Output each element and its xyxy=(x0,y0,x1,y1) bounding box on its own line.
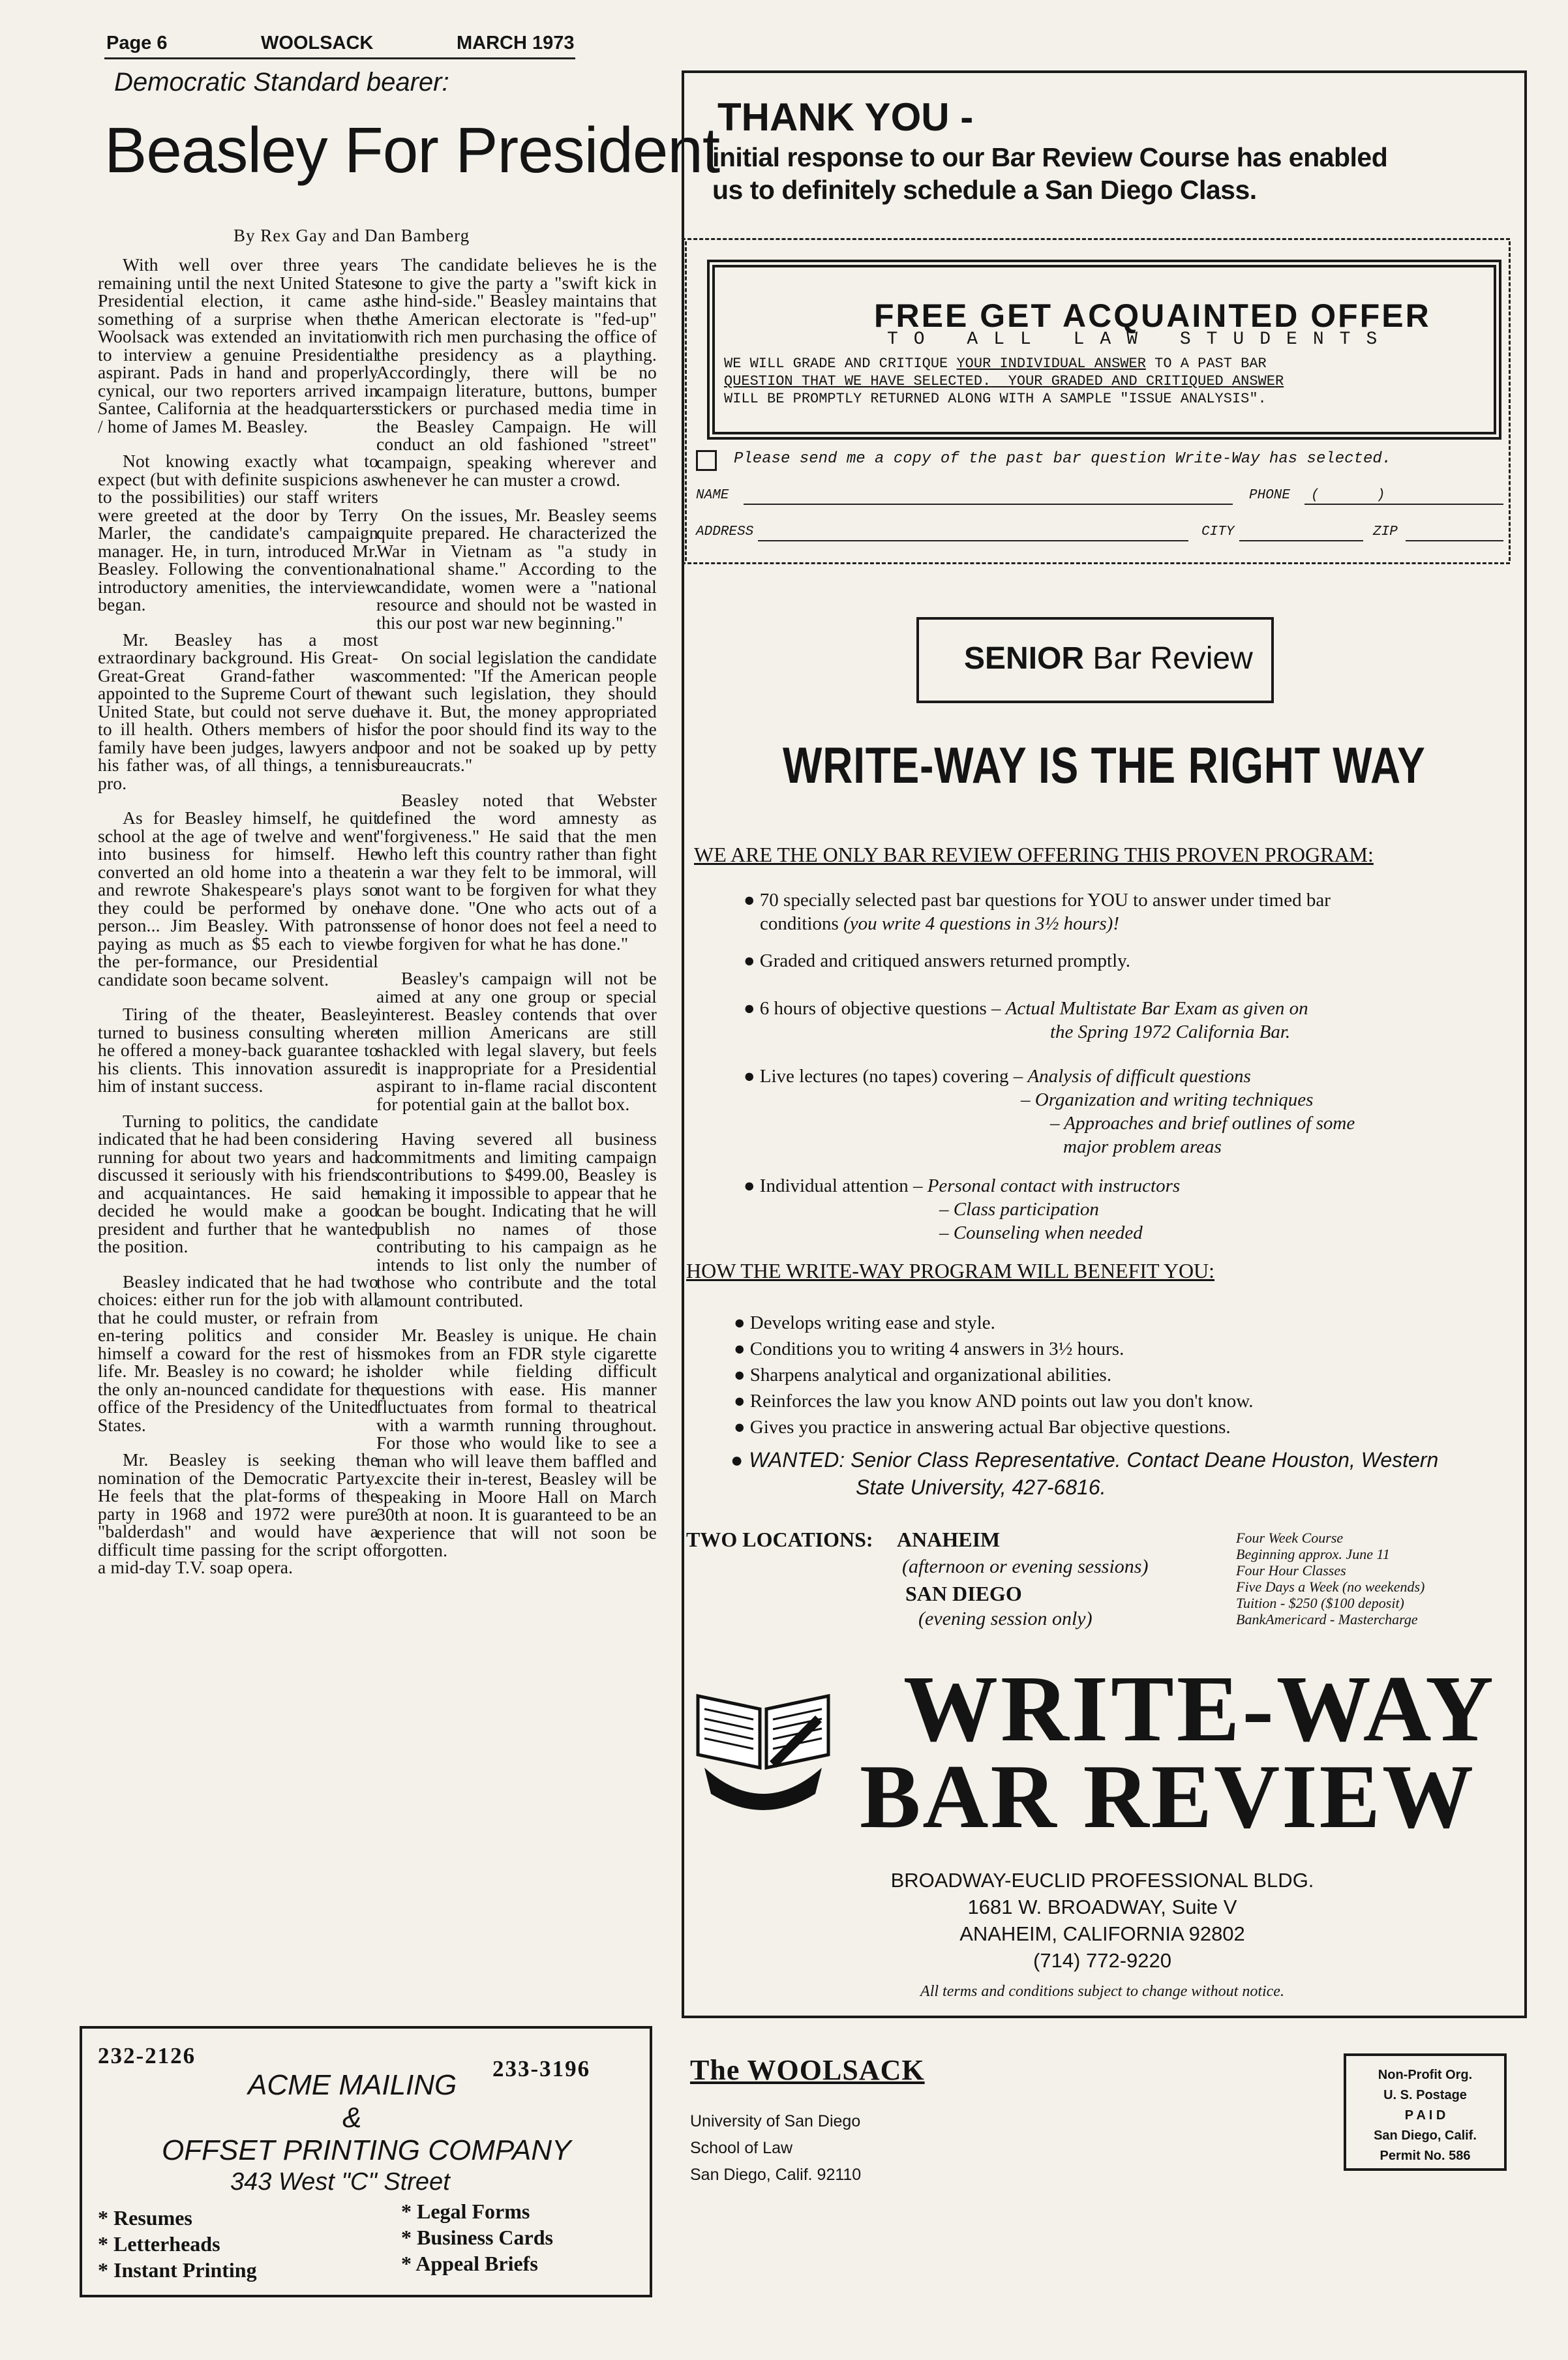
paper-name: WOOLSACK xyxy=(261,33,374,53)
postage-line: U. S. Postage xyxy=(1383,2088,1467,2102)
bullet-text: Graded and critiqued answers returned promptly. xyxy=(759,950,1131,971)
offer-subtitle: TO ALL LAW STUDENTS xyxy=(887,329,1393,350)
article-column-2 xyxy=(376,256,657,1577)
offer-ornate-frame xyxy=(707,260,1501,440)
article-byline: By Rex Gay and Dan Bamberg xyxy=(234,226,470,245)
postage-line: San Diego, Calif. xyxy=(1374,2128,1477,2143)
course-details xyxy=(1236,1530,1425,1627)
wanted-text: WANTED: Senior Class Representative. Contact Deane Houston, Western xyxy=(749,1448,1439,1472)
location-anaheim: ANAHEIM xyxy=(897,1528,1001,1551)
header-rule xyxy=(104,57,575,59)
acme-name-1: ACME MAILING xyxy=(248,2069,457,2101)
course-detail: BankAmericard - Mastercharge xyxy=(1236,1611,1418,1627)
bullet-text-italic: – Approaches and brief outlines of some xyxy=(1050,1113,1355,1134)
coupon-border-top xyxy=(682,238,1510,240)
program-bullet-1-cont xyxy=(760,912,1119,935)
mailer-line: School of Law xyxy=(690,2139,793,2157)
senior-word: SENIOR xyxy=(964,641,1085,676)
program-heading: WE ARE THE ONLY BAR REVIEW OFFERING THIS PROVEN PROGRAM: xyxy=(694,843,1374,866)
program-bullet-4: ● Live lectures (no tapes) covering – Analysis of difficult questions xyxy=(744,1066,1251,1087)
offer-line-1 xyxy=(724,356,1267,372)
bullet-text-italic: – Class participation xyxy=(939,1199,1099,1220)
address-field[interactable] xyxy=(758,540,1188,541)
program-bullet-5-cont-1 xyxy=(939,1198,1099,1221)
mailer-line: San Diego, Calif. 92110 xyxy=(690,2166,862,2184)
article-paragraph: As for Beasley himself, he quit school at the age of twelve and went into business for himself. He converted an old home into a theater and rewrote Shakespeare's plays so they could be performed by one person... Jim Beasley. With patrons paying as much as $5 each to view the per-formance, our Presidential candidate soon became solvent. xyxy=(98,808,378,990)
article-paragraph: With well over three years remaining until the next United States Presidential election, it came as something of a surprise when the Woolsack was extended an invitation to interview a genuine Presidential aspirant. Pads in hand and properly cynical, our two reporters arrived in Santee, California at the headquarters / home of James M. Beasley. xyxy=(98,254,378,436)
mailer-line: University of San Diego xyxy=(690,2112,861,2130)
acme-phone-2: 233-3196 xyxy=(492,2056,591,2081)
mailer-title: The WOOLSACK xyxy=(690,2054,925,2086)
offer-text-underlined: YOUR INDIVIDUAL ANSWER xyxy=(956,356,1146,372)
article-paragraph: The candidate believes he is the one to give the party a "swift kick in the hind-side." Beasley maintains that the American electorate is "fed-up" with rich men purchasing the office of the presidency as a plaything. Accordingly, there will be no campaign literature, buttons, bumper stickers or purchased media time in the Beasley Campaign. He will conduct an old fashioned "street" campaign, speaking wherever and whenever he can muster a crowd. xyxy=(376,254,657,490)
article-column-1 xyxy=(98,256,378,1594)
postage-indicia xyxy=(1344,2053,1507,2171)
acme-service: * Business Cards xyxy=(401,2226,553,2249)
request-checkbox[interactable] xyxy=(696,450,717,471)
acme-services-right xyxy=(401,2198,553,2277)
address-line: 1681 W. BROADWAY, Suite V xyxy=(967,1896,1237,1918)
bullet-text-italic: (you write 4 questions in 3½ hours)! xyxy=(843,913,1119,934)
phone-field[interactable] xyxy=(1304,504,1503,505)
benefit-bullet-5: ● Gives you practice in answering actual Bar objective questions. xyxy=(734,1417,1231,1438)
program-bullet-5-cont-2 xyxy=(939,1221,1143,1245)
acme-service: * Instant Printing xyxy=(98,2258,257,2282)
city-label: CITY xyxy=(1201,524,1235,539)
phone-label: PHONE xyxy=(1249,488,1291,503)
bullet-text-italic: the Spring 1972 California Bar. xyxy=(1050,1021,1291,1042)
mailer-address xyxy=(690,2108,861,2188)
article-paragraph: Beasley indicated that he had two choices: either run for the job with all that he could muster, or refrain from en-tering politics and consider himself a coward for the rest of his life. Mr. Beasley is no coward; he is the only an-nounced candidate for the office of the Presidency of the United States. xyxy=(98,1271,378,1435)
article-paragraph: Beasley noted that Webster defined the word amnesty as "forgiveness." He said that the men who left this country rather than fight in a war they felt to be immoral, will not want to be forgiven for what they have done. "One who acts out of a sense of honor does not feel a need to be forgiven for what he has done." xyxy=(376,789,657,954)
article-paragraph: Turning to politics, the candidate indicated that he had been considering running for about two years and had discussed it seriously with his friends and acquaintances. He said he decided he would make a good president and further that he wanted the position. xyxy=(98,1110,378,1256)
bar-review-word: Bar Review xyxy=(1093,641,1253,676)
program-bullet-4-cont-1 xyxy=(1021,1088,1313,1112)
senior-label xyxy=(964,641,1253,676)
slogan: WRITE-WAY IS THE RIGHT WAY xyxy=(783,736,1426,794)
article-headline: Beasley For President xyxy=(104,114,720,186)
course-detail: Beginning approx. June 11 xyxy=(1236,1546,1390,1562)
benefit-heading: HOW THE WRITE-WAY PROGRAM WILL BENEFIT YOU: xyxy=(686,1259,1215,1282)
course-detail: Four Hour Classes xyxy=(1236,1562,1346,1579)
acme-street: 343 West "C" Street xyxy=(230,2168,450,2196)
acme-phone-1: 232-2126 xyxy=(98,2043,196,2068)
bullet-text: Conditions you to writing 4 answers in 3½ hours. xyxy=(749,1339,1124,1359)
name-label: NAME xyxy=(696,488,729,503)
bullet-text: conditions xyxy=(760,913,844,934)
acme-service: * Legal Forms xyxy=(401,2200,530,2223)
wanted-line-1: ● WANTED: Senior Class Representative. Contact Deane Houston, Western xyxy=(731,1448,1439,1472)
wanted-line-2: State University, 427-6816. xyxy=(856,1475,1106,1499)
course-detail: Tuition - $250 ($100 deposit) xyxy=(1236,1595,1404,1611)
bullet-text: Individual attention – xyxy=(759,1175,927,1196)
offer-line-3: WILL BE PROMPTLY RETURNED ALONG WITH A SAMPLE "ISSUE ANALYSIS". xyxy=(724,391,1267,407)
article-paragraph: Tiring of the theater, Beasley turned to business consulting where he offered a money-back guarantee to his clients. This innovation assured him of instant success. xyxy=(98,1004,378,1096)
program-bullet-1: ● 70 specially selected past bar questions for YOU to answer under timed bar xyxy=(744,890,1331,911)
program-bullet-4-cont-3 xyxy=(1063,1135,1222,1158)
thank-you-line-1: initial response to our Bar Review Course has enabled xyxy=(712,142,1388,172)
thank-you-line-2: us to definitely schedule a San Diego Class. xyxy=(712,175,1257,205)
bullet-text: Reinforces the law you know AND points out law you don't know. xyxy=(749,1391,1254,1412)
acme-service: * Letterheads xyxy=(98,2232,220,2256)
location-san-diego-note: (evening session only) xyxy=(918,1608,1093,1629)
offer-text-underlined: QUESTION THAT WE HAVE SELECTED. xyxy=(724,373,991,389)
benefit-bullet-1: ● Develops writing ease and style. xyxy=(734,1312,995,1333)
address-line: (714) 772-9220 xyxy=(1033,1949,1171,1972)
book-logo-icon xyxy=(685,1670,841,1826)
address-line: ANAHEIM, CALIFORNIA 92802 xyxy=(959,1922,1245,1945)
acme-services-left xyxy=(98,2205,257,2283)
article-paragraph: Having severed all business commitments and limiting campaign contributions to $499.00, Beasley is making it impossible to appear that he can be bought. Indicating that he will publish no names of those contributing to his campaign as he intends to list only the number of those who contribute and the total amount contributed. xyxy=(376,1128,657,1310)
acme-service: * Appeal Briefs xyxy=(401,2252,538,2275)
address-line: BROADWAY-EUCLID PROFESSIONAL BLDG. xyxy=(890,1869,1314,1892)
bullet-text-italic: major problem areas xyxy=(1063,1136,1222,1157)
course-detail: Four Week Course xyxy=(1236,1530,1344,1546)
name-field[interactable] xyxy=(744,504,1233,505)
bullet-text: Develops writing ease and style. xyxy=(749,1312,995,1333)
article-paragraph: Mr. Beasley has a most extraordinary background. His Great-Great-Great Grand-father was appointed to the Supreme Court of the United State, but could not serve due to ill health. Others members of his family have been judges, lawyers and his father was, of all things, a tennis pro. xyxy=(98,629,378,793)
write-way-address xyxy=(682,1867,1523,1974)
bullet-text-italic: Personal contact with instructors xyxy=(927,1175,1181,1196)
bullet-text: Gives you practice in answering actual Bar objective questions. xyxy=(749,1417,1231,1438)
zip-label: ZIP xyxy=(1373,524,1398,539)
article-paragraph: Beasley's campaign will not be aimed at any one group or special interest. Beasley contends that over ten million Americans are still shackled with legal slavery, but feels it is inappropriate for a Presidential aspirant to in-flame racial discontent for potential gain at the ballot box. xyxy=(376,968,657,1114)
page-number: Page 6 xyxy=(106,33,168,53)
article-paragraph: Mr. Beasley is seeking the nomination of the Democratic Party. He feels that the plat-forms of the party in 1968 and 1972 were pure "balderdash" and would have a difficult time passing for the script of a mid-day T.V. soap opera. xyxy=(98,1449,378,1577)
bullet-text: Sharpens analytical and organizational abilities. xyxy=(749,1365,1112,1385)
article-paragraph: On social legislation the candidate commented: "If the American people want such legislation, they should have it. But, the money appropriated for the poor should find its way to the poor and not be soaked up by petty bureaucrats." xyxy=(376,647,657,775)
benefit-bullet-2: ● Conditions you to writing 4 answers in 3½ hours. xyxy=(734,1339,1124,1359)
program-bullet-4-cont-2 xyxy=(1050,1112,1355,1135)
phone-parens: ( ) xyxy=(1311,488,1385,503)
bullet-text-italic: Actual Multistate Bar Exam as given on xyxy=(1005,998,1308,1019)
article-paragraph: Mr. Beasley is unique. He chain smokes from an FDR style cigarette holder while fielding difficult questions with ease. His manner fluctuates from formal to theatrical with a warmth running throughout. For those who would like to see a man who will leave them baffled and excite their in-terest, Beasley will be speaking in Moore Hall on March 30th at noon. It is guaranteed to be an experience that will not soon be forgotten. xyxy=(376,1325,657,1560)
offer-text: WE WILL GRADE AND CRITIQUE xyxy=(724,356,957,372)
postage-line: P A I D xyxy=(1404,2108,1446,2123)
locations-label: TWO LOCATIONS: xyxy=(686,1528,873,1551)
city-field[interactable] xyxy=(1239,540,1363,541)
terms-notice: All terms and conditions subject to change without notice. xyxy=(920,1983,1284,2000)
program-bullet-2: ● Graded and critiqued answers returned promptly. xyxy=(744,950,1131,971)
request-label: Please send me a copy of the past bar question Write-Way has selected. xyxy=(734,450,1392,468)
article-kicker: Democratic Standard bearer: xyxy=(114,68,449,97)
bullet-text-italic: – Organization and writing techniques xyxy=(1021,1089,1314,1110)
location-anaheim-note: (afternoon or evening sessions) xyxy=(902,1556,1149,1577)
bullet-text-italic: Analysis of difficult questions xyxy=(1027,1066,1251,1087)
acme-ampersand: & xyxy=(342,2102,362,2134)
offer-text: TO A PAST BAR xyxy=(1145,356,1267,372)
benefit-bullet-3: ● Sharpens analytical and organizational abilities. xyxy=(734,1365,1112,1385)
coupon-border-bottom xyxy=(682,562,1510,564)
coupon-border-right xyxy=(1509,241,1511,561)
program-bullet-5: ● Individual attention – Personal contact with instructors xyxy=(744,1175,1181,1196)
offer-text-underlined: YOUR GRADED AND CRITIQUED ANSWER xyxy=(991,373,1284,389)
bullet-text-italic: – Counseling when needed xyxy=(939,1222,1143,1243)
thank-you-heading: THANK YOU - xyxy=(717,95,974,139)
article-paragraph: Not knowing exactly what to expect (but with definite suspicions as to the possibilities) our staff writers were greeted at the door by Terry Marler, the candidate's campaign manager. He, in turn, introduced Mr. Beasley. Following the conventional introductory amenities, the interview began. xyxy=(98,451,378,614)
zip-field[interactable] xyxy=(1406,540,1503,541)
bullet-text: Live lectures (no tapes) covering – xyxy=(759,1066,1028,1087)
location-san-diego: SAN DIEGO xyxy=(905,1582,1022,1605)
program-bullet-3: ● 6 hours of objective questions – Actual Multistate Bar Exam as given on xyxy=(744,998,1308,1019)
address-label: ADDRESS xyxy=(696,524,754,539)
program-bullet-3-cont xyxy=(1050,1020,1290,1044)
bullet-text: 70 specially selected past bar questions for YOU to answer under timed bar xyxy=(759,890,1331,911)
offer-title: FREE GET ACQUAINTED OFFER xyxy=(874,297,1431,334)
bullet-text: 6 hours of objective questions – xyxy=(759,998,1006,1019)
brand-line-2: BAR REVIEW xyxy=(860,1746,1476,1847)
offer-line-2 xyxy=(724,373,1284,389)
acme-service: * Resumes xyxy=(98,2206,192,2230)
coupon-border-left xyxy=(685,241,687,561)
course-detail: Five Days a Week (no weekends) xyxy=(1236,1579,1425,1595)
benefit-bullet-4: ● Reinforces the law you know AND points out law you don't know. xyxy=(734,1391,1254,1412)
postage-line: Non-Profit Org. xyxy=(1378,2068,1473,2082)
acme-name-2: OFFSET PRINTING COMPANY xyxy=(162,2134,571,2166)
brand-line-1: WRITE-WAY xyxy=(903,1657,1496,1761)
issue-date: MARCH 1973 xyxy=(457,33,575,53)
postage-line: Permit No. 586 xyxy=(1380,2149,1471,2163)
article-paragraph: On the issues, Mr. Beasley seems quite prepared. He characterized the War in Vietnam as "a study in national shame." According to the candidate, women were a "national resource and should not be wasted in this our post war new beginning." xyxy=(376,504,657,633)
